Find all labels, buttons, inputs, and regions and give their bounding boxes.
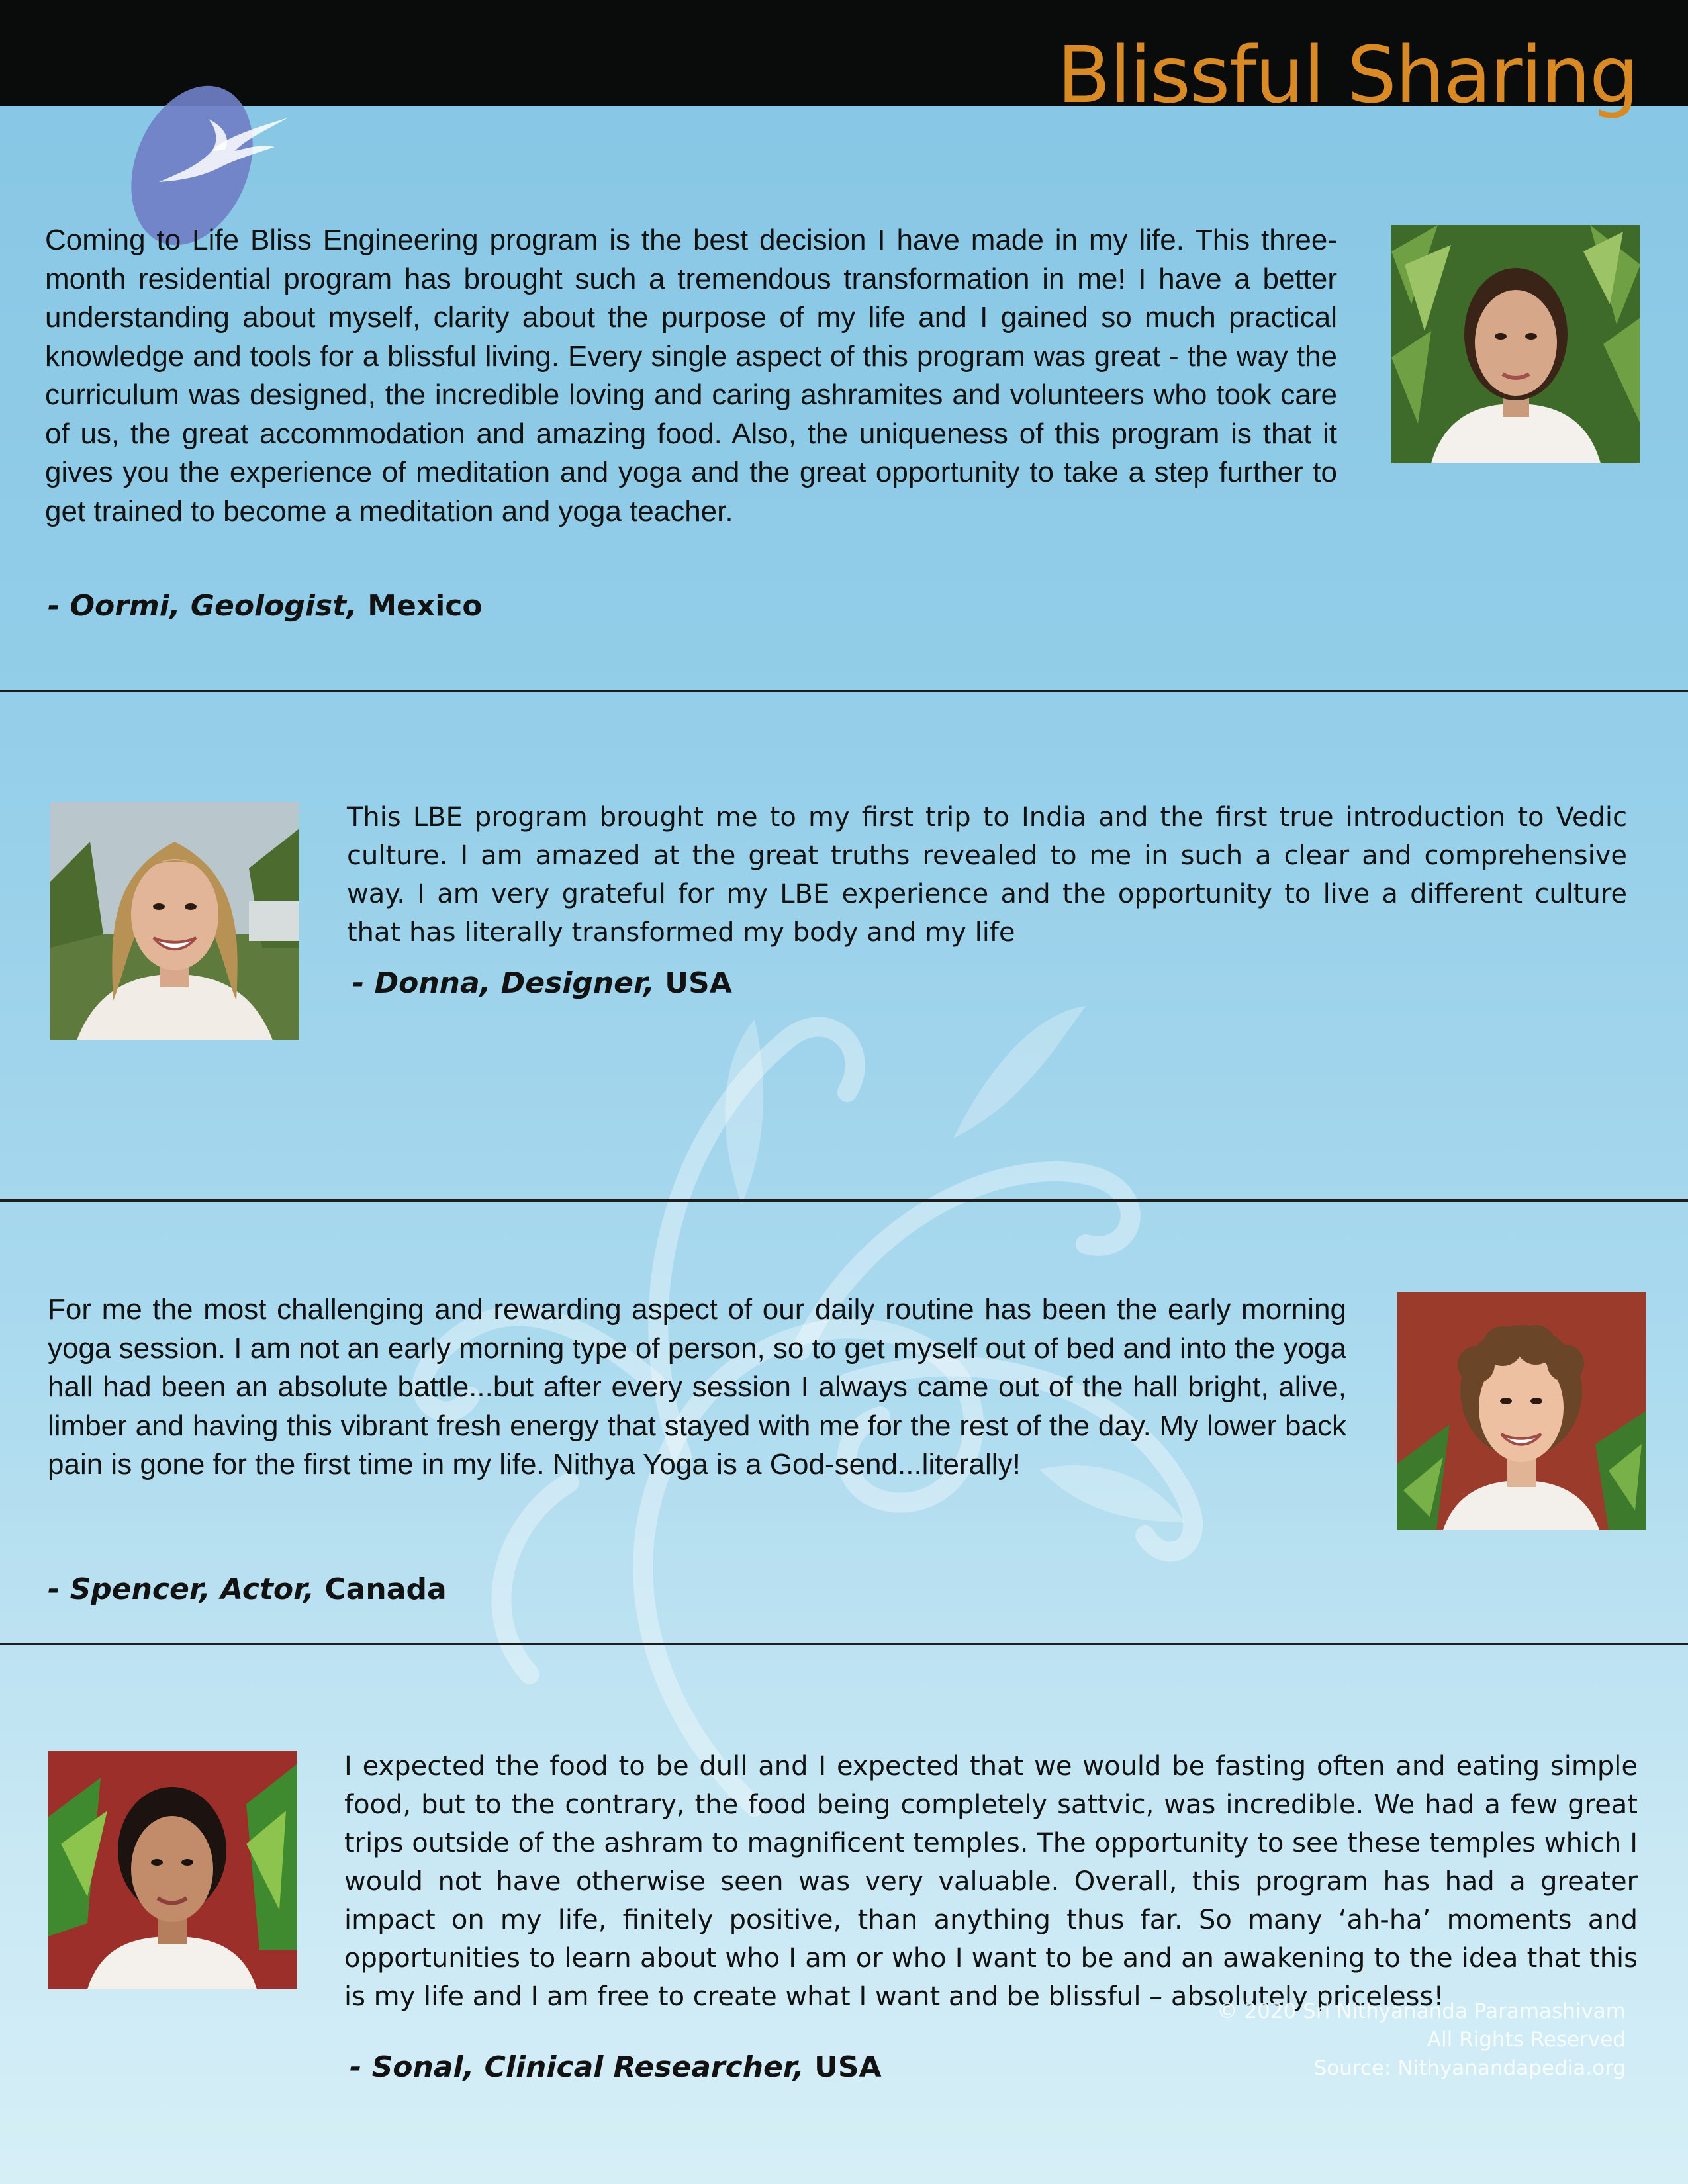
page-title: Blissful Sharing <box>1056 29 1638 120</box>
testimonial-3-name-role: - Spencer, Actor, <box>48 1572 315 1606</box>
watermark-copyright: © 2020 Sri Nithyananda Paramashivam <box>1217 1999 1626 2023</box>
section-divider <box>0 1199 1688 1202</box>
testimonial-3-quote: For me the most challenging and rewarding aspect of our daily routine has been the early morning yoga session. I am not an early morning type of person, so to get myself out of bed and into the yoga hall had been an absolute battle...but after every session I always came out of the hall bright, alive, limber and having this vibrant fresh energy that stayed with me for the rest of the day. My lower back pain is gone for the first time in my life. Nithya Yoga is a God-send...literally! <box>48 1293 1346 1480</box>
section-divider <box>0 1643 1688 1645</box>
testimonial-2-quote: This LBE program brought me to my first trip to India and the first true introduction to Vedic culture. I am amazed at the great truths revealed to me in such a clear and comprehensive way. I am very grateful for my LBE experience and the opportunity to live a different culture that has literally transformed my body and my life <box>347 802 1627 948</box>
portrait-woman-blonde-hair-icon <box>50 802 299 1040</box>
testimonial-4-signature <box>350 2049 882 2086</box>
testimonial-2-name-role: - Donna, Designer, <box>352 966 655 1000</box>
testimonial-4-quote: I expected the food to be dull and I expected that we would be fasting often and eating simple food, but to the contrary, the food being completely sattvic, was incredible. We had a few great trips outside of the ashram to magnificent temples. The opportunity to see these temples which I would not have otherwise seen was very valuable. Overall, this program has had a greater impact on my life, finitely positive, than anything thus far. So many ‘ah-ha’ moments and opportunities to learn about who I am or who I want to be and an awakening to the idea that this is my life and I am free to create what I want and be blissful – absolutely priceless! <box>344 1751 1638 2012</box>
testimonial-1-signature <box>48 588 483 625</box>
testimonial-2-signature <box>352 965 732 1002</box>
testimonial-3-country: Canada <box>324 1572 447 1606</box>
testimonial-1-country: Mexico <box>367 589 483 623</box>
portrait-woman-black-hair-icon <box>48 1751 297 1989</box>
watermark-source: Source: Nithyanandapedia.org <box>1313 2056 1626 2080</box>
portrait-man-curly-hair-icon <box>1397 1292 1646 1530</box>
copyright-watermark <box>1217 1997 1626 2083</box>
section-divider <box>0 690 1688 692</box>
testimonial-1-quote: Coming to Life Bliss Engineering program is the best decision I have made in my life. This three-month residential program has brought such a tremendous transformation in me! I have a better understanding about myself, clarity about the purpose of my life and I gained so much practical knowledge and tools for a blissful living. Every single aspect of this program was great - the way the curriculum was designed, the incredible loving and caring ashramites and volunteers who took care of us, the great accommodation and amazing food. Also, the uniqueness of this program is that it gives you the experience of meditation and yoga and the great opportunity to take a step further to get trained to become a meditation and yoga teacher. <box>45 224 1337 527</box>
testimonial-4-name-role: - Sonal, Clinical Researcher, <box>350 2050 804 2084</box>
watermark-rights: All Rights Reserved <box>1427 2028 1626 2052</box>
testimonial-1-name-role: - Oormi, Geologist, <box>48 589 357 623</box>
testimonial-4-country: USA <box>814 2050 882 2084</box>
portrait-woman-dark-hair-icon <box>1391 225 1640 463</box>
testimonial-2-country: USA <box>665 966 732 1000</box>
testimonial-3-signature <box>48 1571 447 1608</box>
